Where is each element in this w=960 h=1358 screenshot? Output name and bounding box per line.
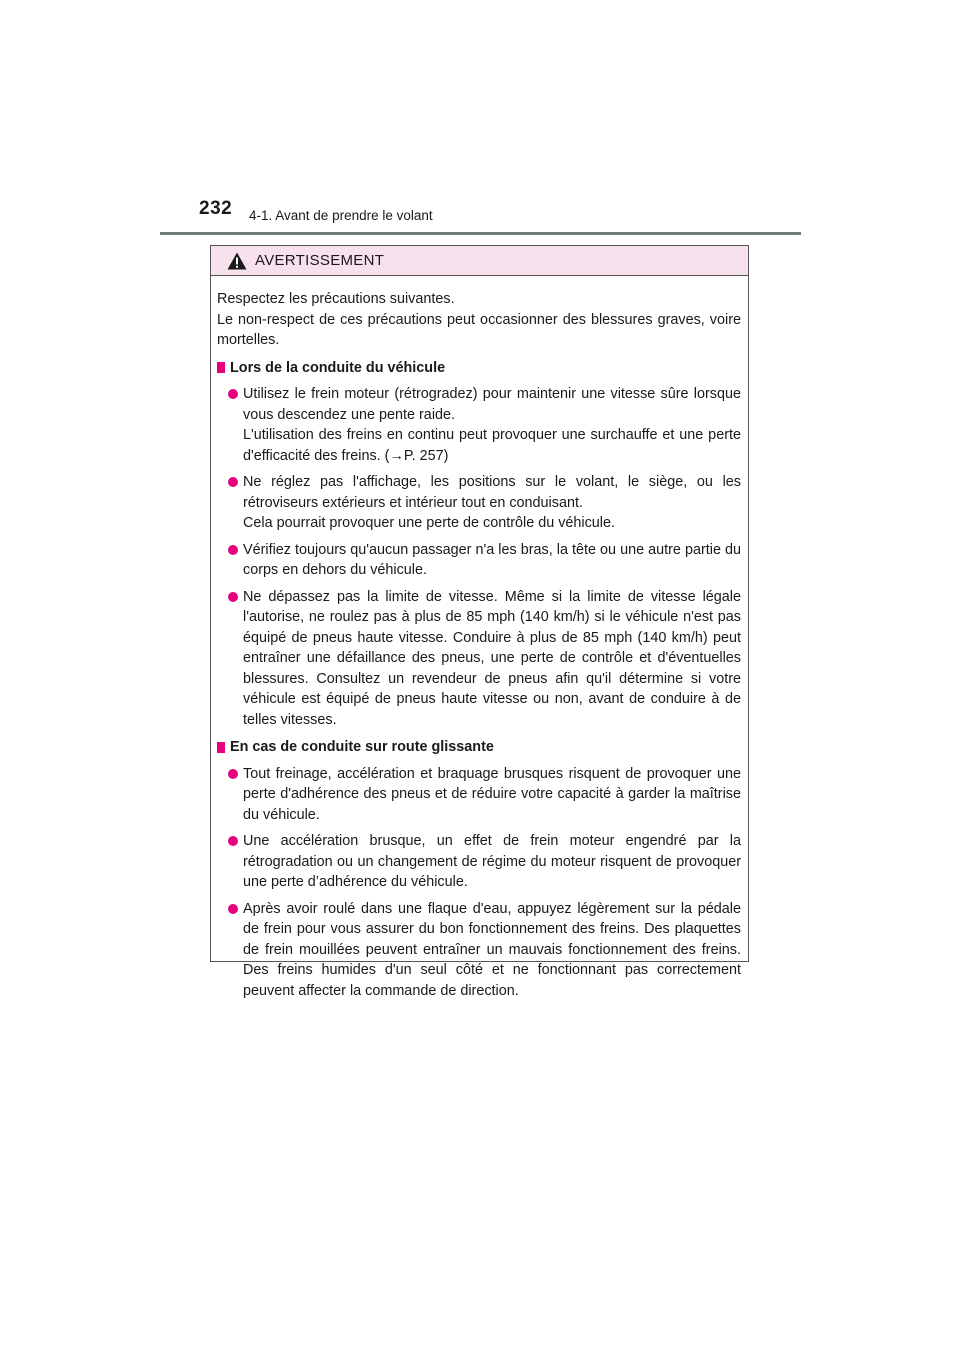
- square-bullet-icon: [217, 362, 225, 373]
- round-bullet-icon: [228, 389, 238, 399]
- item-paragraph: Cela pourrait provoquer une perte de contrôle du véhicule.: [243, 515, 615, 531]
- warning-header: [211, 246, 748, 276]
- section-heading-text: Lors de la conduite du véhicule: [230, 359, 446, 376]
- list-item: [217, 831, 741, 893]
- item-paragraph: Après avoir roulé dans une flaque d'eau, appuyez légèrement sur la pédale de frein pour vous assurer du bon fonctionnement des freins. Des plaquettes de frein mouillées peuvent entraîner un mauvais fonctionnement des freins. Des freins humides d'un seul côté et ne fonctionnant pas correctement peuvent affecter la commande de direction.: [243, 900, 741, 999]
- list-item: [217, 764, 741, 826]
- warning-title: AVERTISSEMENT: [255, 252, 385, 269]
- warning-box: [210, 245, 749, 999]
- item-paragraph: Une accélération brusque, un effet de frein moteur engendré par la rétrogradation ou un changement de régime du moteur risquent de provoquer une perte d’adhérence du véhicule.: [243, 833, 741, 890]
- header-rule: [160, 232, 801, 235]
- section-heading: [217, 358, 741, 379]
- warning-intro: [217, 289, 741, 351]
- round-bullet-icon: [228, 545, 238, 555]
- warning-body: [211, 276, 748, 1001]
- intro-line: Respectez les précautions suivantes.: [217, 291, 455, 307]
- round-bullet-icon: [228, 769, 238, 779]
- item-paragraph: L'utilisation des freins en continu peut provoquer une surchauffe et une perte d'efficacité des freins. (→P. 257): [243, 427, 741, 464]
- square-bullet-icon: [217, 742, 225, 753]
- round-bullet-icon: [228, 477, 238, 487]
- item-paragraph: Tout freinage, accélération et braquage brusques risquent de provoquer une perte d'adhérence des pneus et de réduire votre capacité à garder la maîtrise du véhicule.: [243, 765, 741, 823]
- warning-triangle-icon: [227, 252, 247, 270]
- section-heading-text: En cas de conduite sur route glissante: [230, 739, 494, 755]
- section-title: 4-1. Avant de prendre le volant: [249, 208, 433, 223]
- list-item: [217, 899, 741, 1002]
- intro-line: Le non-respect de ces précautions peut occasionner des blessures graves, voire mortelles.: [217, 311, 741, 348]
- list-item: [217, 540, 741, 581]
- round-bullet-icon: [228, 592, 238, 602]
- round-bullet-icon: [228, 836, 238, 846]
- list-item: [217, 384, 741, 466]
- page-number: 232: [199, 198, 233, 219]
- item-paragraph: Utilisez le frein moteur (rétrogradez) pour maintenir une vitesse sûre lorsque vous descendez une pente raide.: [243, 386, 741, 423]
- section-heading: [217, 737, 741, 758]
- item-paragraph: Ne réglez pas l'affichage, les positions sur le volant, le siège, ou les rétroviseurs extérieurs et intérieur tout en conduisant.: [243, 474, 741, 511]
- round-bullet-icon: [228, 904, 238, 914]
- list-item: [217, 587, 741, 731]
- item-paragraph: Vérifiez toujours qu'aucun passager n'a les bras, la tête ou une autre partie du corps en dehors du véhicule.: [243, 541, 741, 578]
- list-item: [217, 472, 741, 534]
- item-paragraph: Ne dépassez pas la limite de vitesse. Même si la limite de vitesse légale l'autorise, ne roulez pas à plus de 85 mph (140 km/h) si le véhicule n'est pas équipé de pneus haute vitesse. Conduire à plus de 85 mph (140 km/h) peut entraîner une défaillance des pneus, une perte de contrôle et d'éventuelles blessures. Consultez un revendeur de pneus afin qu'il détermine si votre véhicule est équipé de pneus haute vitesse ou non, avant de conduire à de telles vitesses.: [243, 588, 741, 728]
